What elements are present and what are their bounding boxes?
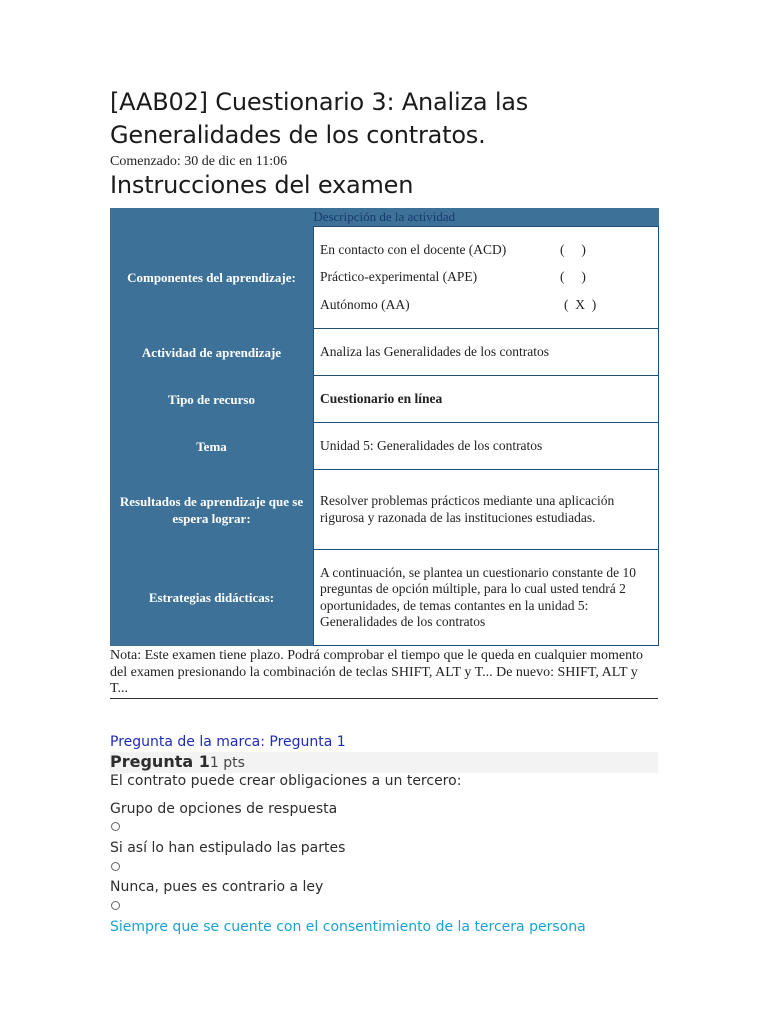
components-value [314,227,659,329]
instructions-heading: Instrucciones del examen [110,171,414,199]
radio-option-2[interactable] [111,862,120,871]
page-title: [AAB02] Cuestionario 3: Analiza las Generalidades de los contratos. [110,88,529,149]
activity-table [110,208,659,646]
radio-option-3[interactable] [111,901,120,910]
question-text: El contrato puede crear obligaciones a un tercero: [110,773,462,789]
component-name: Autónomo (AA) [320,296,410,312]
question-points: 1 pts [209,755,245,771]
flag-question-link[interactable]: Pregunta de la marca: Pregunta 1 [110,734,346,750]
answer-option-1[interactable]: Si así lo han estipulado las partes [110,840,346,856]
activity-value: Analiza las Generalidades de los contratos [314,329,659,376]
learning-results-label: Resultados de aprendizaje que se espera lograr: [110,470,314,550]
component-name: En contacto con el docente (ACD) [320,241,507,257]
resource-type-label: Tipo de recurso [110,376,314,423]
component-item-ape [320,264,652,292]
component-mark: ( ) [560,269,586,285]
resource-type-value: Cuestionario en línea [314,376,659,423]
component-name: Práctico-experimental (APE) [320,269,478,285]
started-timestamp: Comenzado: 30 de dic en 11:06 [110,154,288,169]
answer-option-3[interactable]: Siempre que se cuente con el consentimiento de la tercera persona [110,919,586,935]
components-label: Componentes del aprendizaje: [110,227,314,329]
question-title [110,752,245,771]
radio-option-1[interactable] [111,822,120,831]
component-mark: ( X ) [564,296,597,312]
component-mark: ( ) [560,241,586,257]
component-item-aa [320,291,652,319]
component-item-acd [320,236,652,264]
exam-note: Nota: Este examen tiene plazo. Podrá comprobar el tiempo que le queda en cualquier momento del examen presionando la combinación de teclas SHIFT, ALT y T... De nuevo: SHIFT, ALT y T... [110,648,658,699]
answer-option-2[interactable]: Nunca, pues es contrario a ley [110,879,324,895]
question-number: Pregunta 1 [110,752,210,771]
activity-table-header: Descripción de la actividad [110,208,659,227]
strategies-label: Estrategias didácticas: [110,550,314,646]
topic-label: Tema [110,423,314,470]
topic-value: Unidad 5: Generalidades de los contratos [314,423,659,470]
answer-group-label: Grupo de opciones de respuesta [110,801,338,817]
strategies-value: A continuación, se plantea un cuestionario constante de 10 preguntas de opción múltiple, para lo cual usted tendrá 2 oportunidades, de temas contantes en la unidad 5: Generalidades de los contratos [314,550,659,646]
learning-results-value: Resolver problemas prácticos mediante una aplicación rigurosa y razonada de las instituciones estudiadas. [314,470,659,550]
activity-label: Actividad de aprendizaje [110,329,314,376]
